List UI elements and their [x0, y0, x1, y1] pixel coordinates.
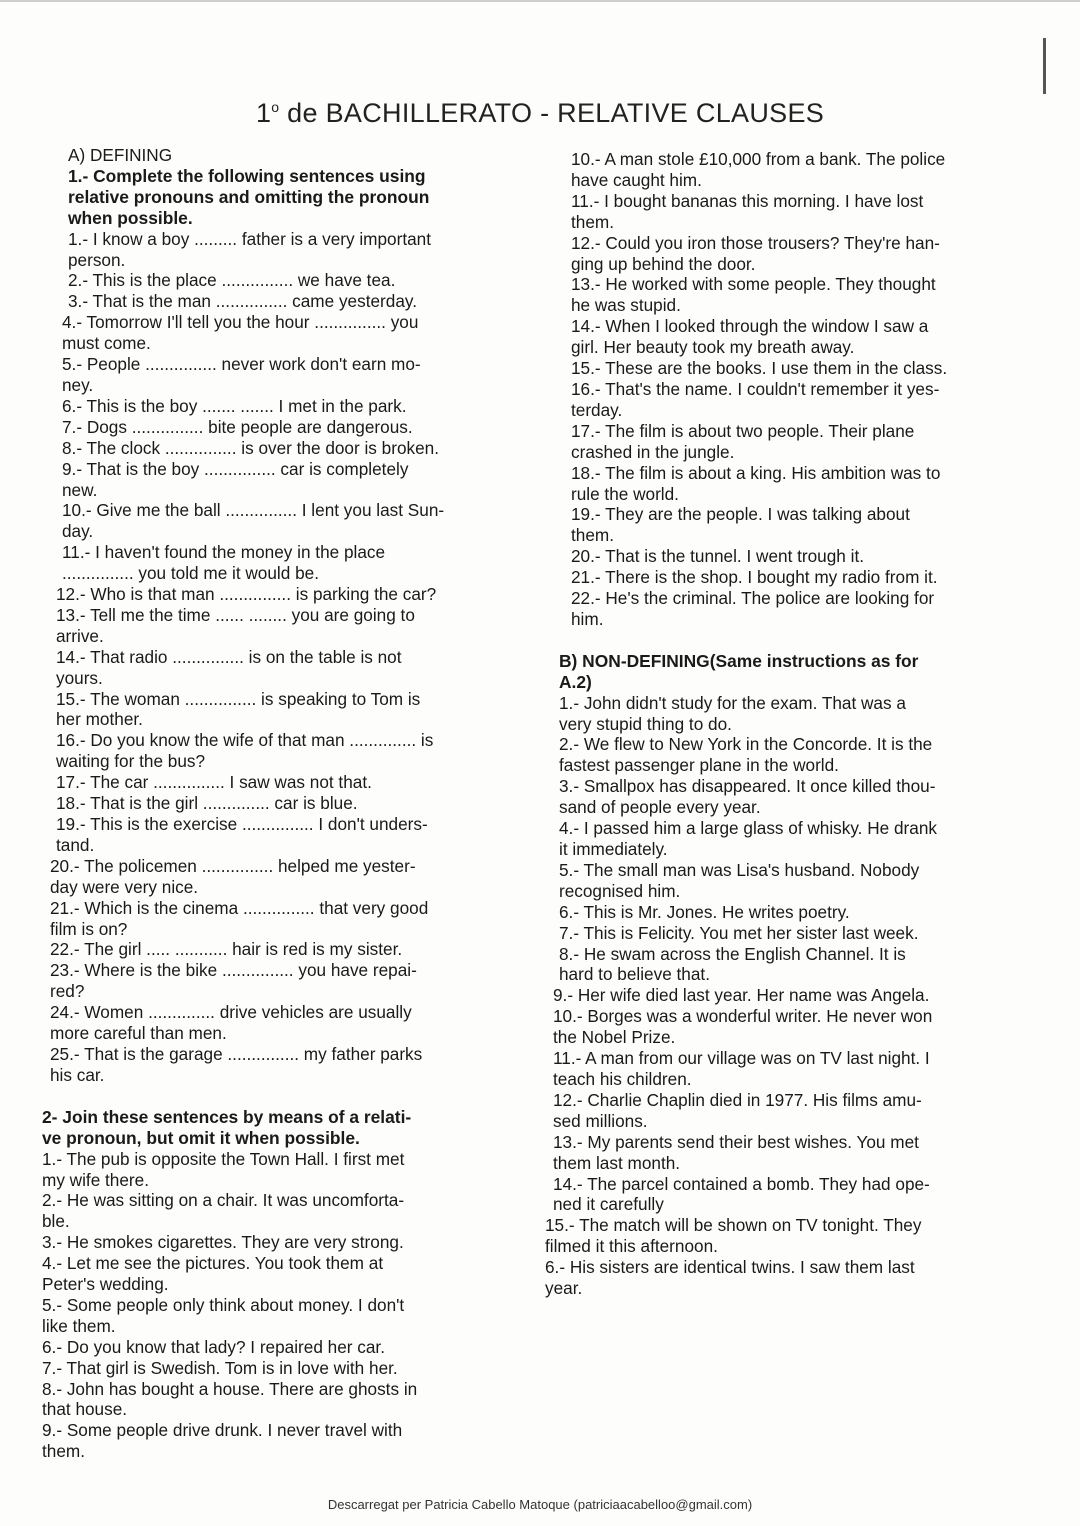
- text-line: filmed it this afternoon.: [545, 1236, 718, 1257]
- footer-credit: Descarregat per Patricia Cabello Matoque (patriciaacabelloo@gmail.com): [327, 1497, 753, 1512]
- text-line: 15.- The match will be shown on TV tonight. They: [545, 1215, 922, 1236]
- text-line: 4.- I passed him a large glass of whisky. He drank: [559, 818, 937, 839]
- text-line: her mother.: [56, 709, 143, 730]
- text-line: 14.- When I looked through the window I saw a: [571, 316, 929, 337]
- text-line: 7.- This is Felicity. You met her sister last week.: [559, 922, 919, 943]
- text-line: 8.- John has bought a house. There are ghosts in: [42, 1378, 418, 1399]
- text-line: them.: [571, 211, 614, 232]
- text-line: 1.- John didn't study for the exam. That was a: [559, 692, 906, 713]
- text-line: 13.- He worked with some people. They thought: [571, 274, 936, 295]
- text-line: 7.- That girl is Swedish. Tom is in love with her.: [42, 1357, 398, 1378]
- text-line: 12.- Charlie Chaplin died in 1977. His films amu-: [553, 1089, 922, 1110]
- scan-mark: [1043, 38, 1046, 94]
- text-line: terday.: [571, 399, 623, 420]
- text-line: red?: [50, 981, 85, 1002]
- text-line: him.: [571, 608, 604, 629]
- text-line: ned it carefully: [553, 1194, 664, 1215]
- text-line: 10.- Give me the ball ............... I lent you last Sun-: [62, 500, 445, 521]
- text-line: relative pronouns and omitting the pronoun: [68, 186, 430, 207]
- text-line: 18.- That is the girl .............. car is blue.: [56, 793, 358, 814]
- text-line: 6.- This is the boy ....... ....... I met in the park.: [62, 395, 407, 416]
- text-line: 11.- I haven't found the money in the place: [62, 542, 386, 563]
- text-line: 19.- They are the people. I was talking about: [571, 504, 910, 525]
- text-line: 1.- I know a boy ......... father is a very important: [68, 228, 431, 249]
- text-line: them.: [571, 525, 614, 546]
- text-line: 3.- Smallpox has disappeared. It once killed thou-: [559, 776, 936, 797]
- page-title: [0, 98, 1080, 129]
- text-line: 9.- That is the boy ............... car is completely: [62, 458, 409, 479]
- text-line: 8.- He swam across the English Channel. It is: [559, 943, 906, 964]
- text-line: ging up behind the door.: [571, 253, 756, 274]
- text-line: A.2): [559, 671, 592, 692]
- text-line: 2- Join these sentences by means of a relati-: [42, 1106, 412, 1127]
- text-line: 3.- That is the man ............... came yesterday.: [68, 291, 417, 312]
- text-line: 24.- Women .............. drive vehicles are usually: [50, 1002, 412, 1023]
- text-line: girl. Her beauty took my breath away.: [571, 337, 855, 358]
- text-line: he was stupid.: [571, 295, 681, 316]
- text-line: 5.- Some people only think about money. I don't: [42, 1294, 405, 1315]
- text-line: 9.- Her wife died last year. Her name was Angela.: [553, 985, 930, 1006]
- title-text: de BACHILLERATO - RELATIVE CLAUSES: [287, 98, 825, 128]
- text-line: A) DEFINING: [68, 145, 173, 165]
- text-line: sed millions.: [553, 1110, 648, 1131]
- text-line: 1.- The pub is opposite the Town Hall. I first met: [42, 1148, 405, 1169]
- text-line: crashed in the jungle.: [571, 441, 735, 462]
- text-line: B) NON-DEFINING(Same instructions as for: [559, 650, 919, 671]
- spacer: [42, 1086, 512, 1107]
- text-line: 21.- Which is the cinema ............... that very good: [50, 897, 429, 918]
- text-line: ............... you told me it would be.: [62, 563, 319, 584]
- text-line: more careful than men.: [50, 1023, 227, 1044]
- text-line: have caught him.: [571, 169, 702, 190]
- text-line: new.: [62, 479, 98, 500]
- text-line: ve pronoun, but omit it when possible.: [42, 1127, 360, 1148]
- text-line: 14.- That radio ............... is on the table is not: [56, 646, 402, 667]
- text-line: sand of people every year.: [559, 797, 761, 818]
- text-line: it immediately.: [559, 839, 668, 859]
- text-line: 11.- I bought bananas this morning. I have lost: [571, 190, 924, 211]
- text-line: his car.: [50, 1064, 105, 1085]
- text-line: film is on?: [50, 918, 128, 939]
- text-line: teach his children.: [553, 1068, 692, 1089]
- text-line: 2.- We flew to New York in the Concorde. It is the: [559, 734, 933, 755]
- text-line: my wife there.: [42, 1169, 149, 1190]
- text-line: 6.- Do you know that lady? I repaired her car.: [42, 1336, 385, 1357]
- text-line: very stupid thing to do.: [559, 713, 732, 734]
- text-line: day were very nice.: [50, 876, 199, 897]
- text-line: fastest passenger plane in the world.: [559, 755, 839, 776]
- text-line: 3.- He smokes cigarettes. They are very strong.: [42, 1232, 404, 1253]
- text-line: 15.- These are the books. I use them in the class.: [571, 358, 948, 379]
- text-line: them last month.: [553, 1152, 681, 1173]
- text-line: 11.- A man from our village was on TV last night. I: [553, 1048, 930, 1069]
- text-line: 7.- Dogs ............... bite people are dangerous.: [62, 416, 413, 437]
- text-line: 16.- That's the name. I couldn't remember it yes-: [571, 378, 940, 399]
- text-line: when possible.: [68, 207, 193, 228]
- text-line: 25.- That is the garage ............... my father parks: [50, 1043, 423, 1064]
- text-line: 20.- The policemen ............... helped me yester-: [50, 855, 416, 876]
- text-line: day.: [62, 521, 94, 542]
- text-line: must come.: [62, 333, 151, 354]
- text-line: person.: [68, 249, 126, 270]
- text-line: 2.- This is the place ............... we have tea.: [68, 270, 396, 291]
- text-line: 19.- This is the exercise ............... I don't unders-: [56, 814, 428, 834]
- text-line: 17.- The film is about two people. Their plane: [571, 420, 915, 441]
- text-line: 5.- The small man was Lisa's husband. Nobody: [559, 859, 920, 880]
- scan-edge: [0, 0, 1080, 2]
- text-line: 6.- His sisters are identical twins. I saw them last: [545, 1257, 915, 1278]
- text-line: 16.- Do you know the wife of that man .............. is: [56, 730, 434, 751]
- text-line: 15.- The woman ............... is speaking to Tom is: [56, 688, 421, 709]
- text-line: 22.- He's the criminal. The police are looking for: [571, 588, 935, 609]
- text-line: 17.- The car ............... I saw was not that.: [56, 772, 372, 793]
- title-number: 1: [255, 98, 272, 128]
- text-line: Peter's wedding.: [42, 1274, 169, 1295]
- left-column: [42, 145, 512, 1462]
- text-line: hard to believe that.: [559, 964, 710, 985]
- text-line: the Nobel Prize.: [553, 1027, 676, 1048]
- text-line: like them.: [42, 1315, 116, 1336]
- text-line: 13.- My parents send their best wishes. You met: [553, 1131, 919, 1152]
- text-line: 12.- Could you iron those trousers? They're han-: [571, 232, 940, 253]
- text-line: yours.: [56, 667, 103, 688]
- text-line: 21.- There is the shop. I bought my radio from it.: [571, 567, 938, 588]
- text-line: 8.- The clock ............... is over the door is broken.: [62, 437, 440, 458]
- text-line: arrive.: [56, 625, 104, 646]
- right-column: [545, 149, 1015, 1299]
- text-line: rule the world.: [571, 483, 679, 504]
- text-line: 12.- Who is that man ............... is parking the car?: [56, 584, 437, 605]
- text-line: 2.- He was sitting on a chair. It was uncomforta-: [42, 1190, 405, 1211]
- text-line: 6.- This is Mr. Jones. He writes poetry.: [559, 901, 850, 922]
- text-line: 10.- Borges was a wonderful writer. He never won: [553, 1006, 933, 1027]
- text-line: 4.- Tomorrow I'll tell you the hour ............... you: [62, 312, 419, 333]
- text-line: 20.- That is the tunnel. I went trough it.: [571, 546, 864, 567]
- text-line: 23.- Where is the bike ............... you have repai-: [50, 960, 417, 981]
- text-line: that house.: [42, 1399, 128, 1420]
- text-line: tand.: [56, 834, 95, 855]
- text-line: waiting for the bus?: [56, 751, 206, 772]
- text-line: recognised him.: [559, 880, 681, 901]
- text-line: 18.- The film is about a king. His ambition was to: [571, 462, 941, 483]
- text-line: 9.- Some people drive drunk. I never travel with: [42, 1420, 403, 1441]
- text-line: 22.- The girl ..... ........... hair is red is my sister.: [50, 939, 403, 960]
- text-line: 13.- Tell me the time ...... ........ you are going to: [56, 604, 415, 625]
- text-line: ble.: [42, 1211, 70, 1232]
- text-line: 10.- A man stole £10,000 from a bank. The police: [571, 149, 946, 169]
- text-line: 5.- People ............... never work don't earn mo-: [62, 354, 421, 375]
- title-ordinal: o: [271, 99, 280, 115]
- text-line: year.: [545, 1278, 583, 1299]
- text-line: 4.- Let me see the pictures. You took them at: [42, 1253, 384, 1274]
- text-line: 1.- Complete the following sentences using: [68, 165, 426, 186]
- text-line: ney.: [62, 374, 94, 395]
- spacer: [545, 630, 1015, 651]
- text-line: 14.- The parcel contained a bomb. They had ope-: [553, 1173, 930, 1194]
- text-line: them.: [42, 1441, 85, 1462]
